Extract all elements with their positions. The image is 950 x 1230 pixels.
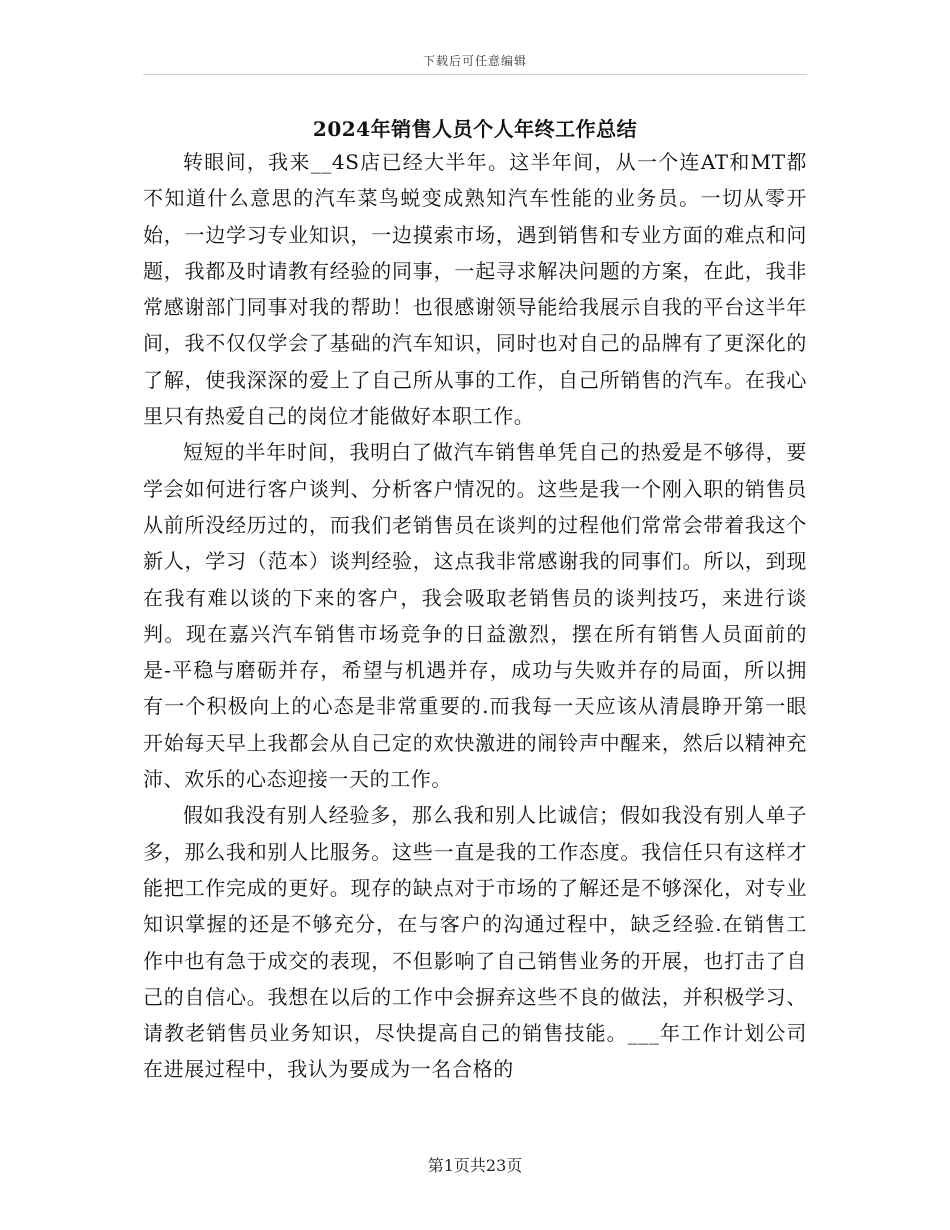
body-paragraph-3: 假如我没有别人经验多，那么我和别人比诚信；假如我没有别人单子多，那么我和别人比服务。这些一直是我的工作态度。我信任只有这样才能把工作完成的更好。现存的缺点对于市场的了解还是不够深化，对专业知识掌握的还是不够充分，在与客户的沟通过程中，缺乏经验.在销售工作中也有急于成交的表现，不但影响了自己销售业务的开展，也打击了自己的自信心。我想在以后的工作中会摒弃这些不良的做法，并积极学习、请教老销售员业务知识，尽快提高自己的销售技能。___年工作计划公司在进展过程中，我认为要成为一名合格的 bbox=[143, 803, 807, 1082]
body-paragraph-2: 短短的半年时间，我明白了做汽车销售单凭自己的热爱是不够得，要学会如何进行客户谈判、分析客户情况的。这些是我一个刚入职的销售员从前所没经历过的，而我们老销售员在谈判的过程他们常常会带着我这个新人，学习（范本）谈判经验，这点我非常感谢我的同事们。所以，到现在我有难以谈的下来的客户，我会吸取老销售员的谈判技巧，来进行谈判。现在嘉兴汽车销售市场竞争的日益激烈，摆在所有销售人员面前的是-平稳与磨砺并存，希望与机遇并存，成功与失败并存的局面，所以拥有一个积极向上的心态是非常重要的.而我每一天应该从清晨睁开第一眼开始每天早上我都会从自己定的欢快激进的闹铃声中醒来，然后以精神充沛、欢乐的心态迎接一天的工作。 bbox=[143, 440, 807, 792]
page-number-footer: 第1页共23页 bbox=[427, 1156, 523, 1175]
page-header-note: 下载后可任意编辑 bbox=[422, 54, 527, 68]
document-body bbox=[143, 144, 807, 1088]
document-title: 2024年销售人员个人年终工作总结 bbox=[312, 117, 638, 141]
body-paragraph-1: 转眼间，我来__4S店已经大半年。这半年间，从一个连AT和MT都不知道什么意思的汽车菜鸟蜕变成熟知汽车性能的业务员。一切从零开始，一边学习专业知识，一边摸索市场，遇到销售和专业方面的难点和问题，我都及时请教有经验的同事，一起寻求解决问题的方案，在此，我非常感谢部门同事对我的帮助！也很感谢领导能给我展示自我的平台这半年间，我不仅仅学会了基础的汽车知识，同时也对自己的品牌有了更深化的了解，使我深深的爱上了自己所从事的工作，自己所销售的汽车。在我心里只有热爱自己的岗位才能做好本职工作。 bbox=[143, 150, 807, 429]
header-divider bbox=[143, 74, 807, 75]
